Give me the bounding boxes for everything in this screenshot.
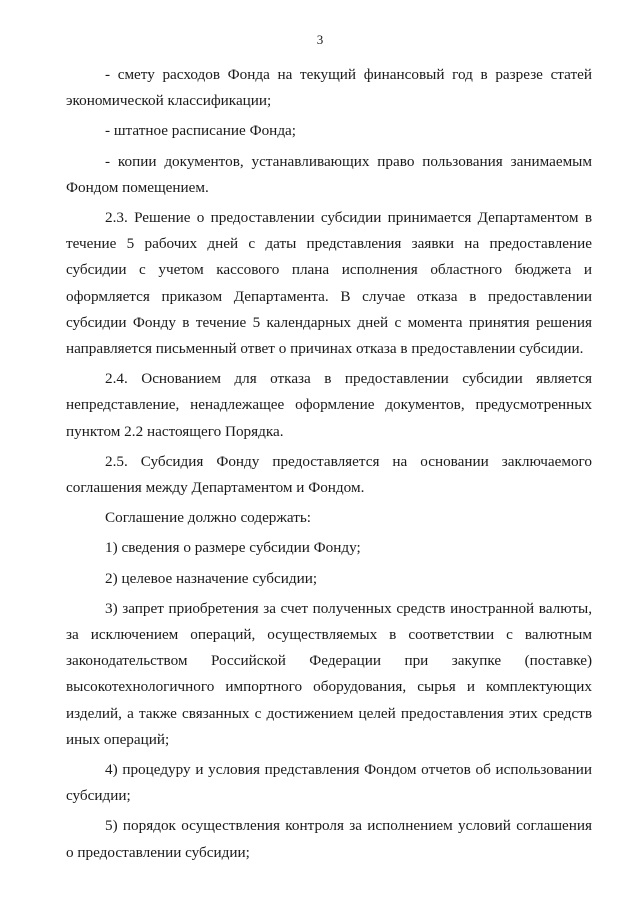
list-item-premises-documents: - копии документов, устанавливающих право пользования занимаемым Фондом помещением. xyxy=(66,152,592,196)
agreement-contents-heading: Соглашение должно содержать: xyxy=(105,509,312,527)
list-item-budget-estimate: - смету расходов Фонда на текущий финансовый год в разрезе статей экономической классификации; xyxy=(66,66,592,110)
page-number: 3 xyxy=(316,32,324,47)
document-body xyxy=(66,62,592,866)
paragraph-2-4: 2.4. Основанием для отказа в предоставлении субсидии является непредставление, ненадлежащее оформление документов, предусмотренных пунктом 2.2 настоящего Порядка. xyxy=(66,370,592,440)
agreement-item-4: 4) процедуру и условия представления Фондом отчетов об использовании субсидии; xyxy=(66,761,592,805)
agreement-item-1: 1) сведения о размере субсидии Фонду; xyxy=(105,539,361,557)
agreement-item-5: 5) порядок осуществления контроля за исполнением условий соглашения о предоставлении субсидии; xyxy=(66,817,592,861)
paragraph-2-3: 2.3. Решение о предоставлении субсидии принимается Департаментом в течение 5 рабочих дней с даты представления заявки на предоставление субсидии с учетом кассового плана исполнения областного бюджета и оформляется приказом Департамента. В случае отказа в предоставлении субсидии Фонду в течение 5 календарных дней с момента принятия решения направляется письменный ответ о причинах отказа в предоставлении субсидии. xyxy=(66,209,592,358)
list-item-staff-schedule: - штатное расписание Фонда; xyxy=(105,122,297,140)
paragraph-2-5: 2.5. Субсидия Фонду предоставляется на основании заключаемого соглашения между Департаментом и Фондом. xyxy=(66,452,592,497)
agreement-item-2: 2) целевое назначение субсидии; xyxy=(105,569,318,587)
agreement-item-3: 3) запрет приобретения за счет полученных средств иностранной валюты, за исключением операций, осуществляемых в соответствии с валютным законодательством Российской Федерации при закупке (поставке) высокотехнологичного импортного оборудования, сырья и комплектующих изделий, а также связанных с достижением целей предоставления этих средств иных операций; xyxy=(66,599,592,748)
